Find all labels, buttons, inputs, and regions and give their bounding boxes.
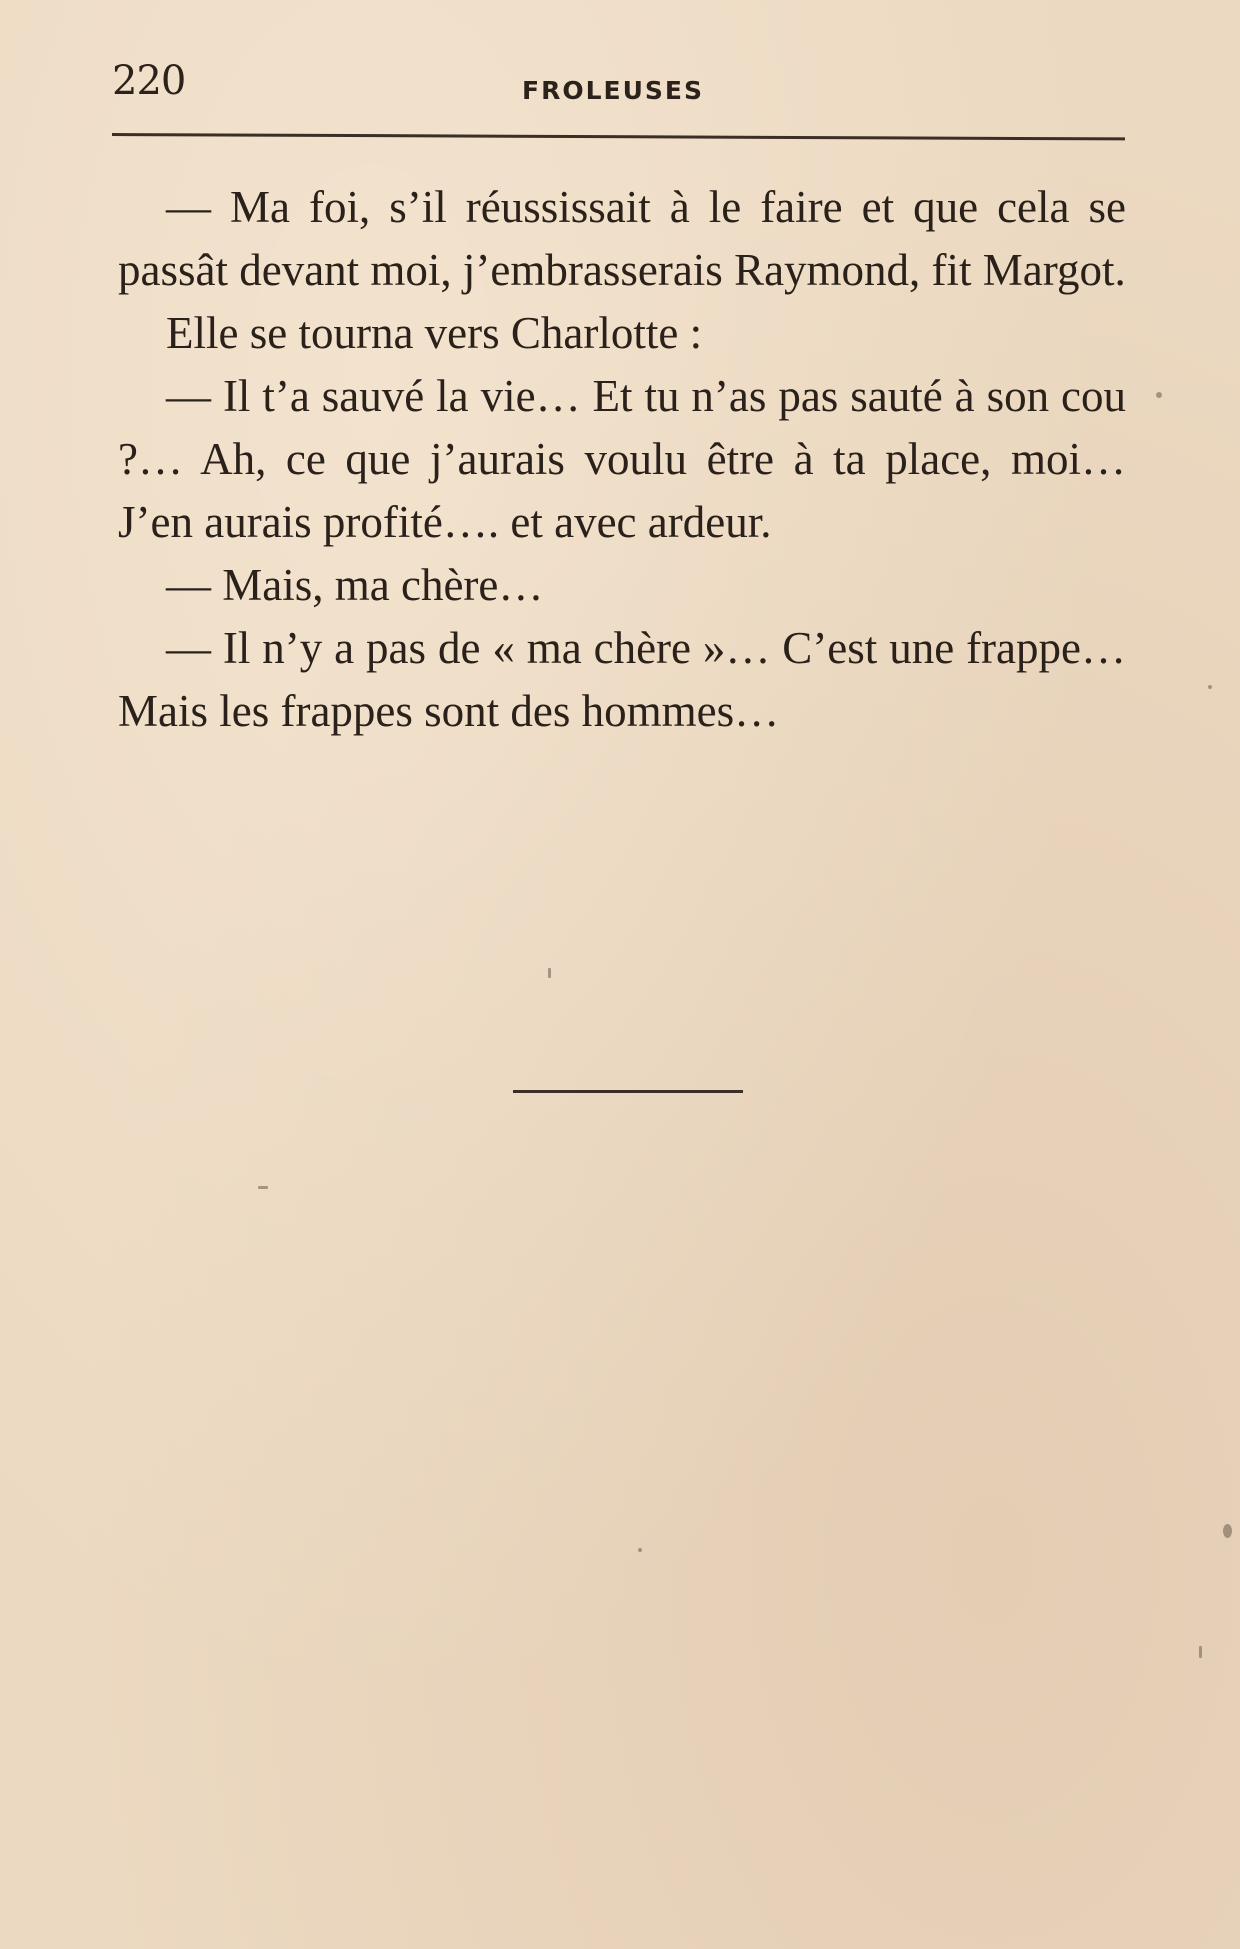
paragraph-1: — Ma foi, s’il réussissait à le faire et que cela se passât devant moi, j’embrasserais Raymond, fit Margot.	[118, 182, 1126, 295]
header-rule	[112, 133, 1125, 140]
paper-speck	[548, 968, 551, 978]
page-number: 220	[112, 58, 186, 104]
paper-speck	[1199, 1646, 1202, 1658]
paper-speck	[1208, 685, 1212, 689]
paper-speck	[638, 1548, 642, 1552]
end-of-chapter-rule	[513, 1090, 743, 1093]
paragraph-3: — Il t’a sauvé la vie… Et tu n’as pas sauté à son cou ?… Ah, ce que j’aurais voulu être à ta place, moi… J’en aurais profité…. et avec ardeur.	[118, 371, 1126, 547]
paragraph-5: — Il n’y a pas de « ma chère »… C’est une frappe… Mais les frappes sont des hommes…	[118, 623, 1126, 736]
paragraph-4: — Mais, ma chère…	[166, 560, 544, 610]
paper-speck	[1223, 1524, 1232, 1538]
running-head	[112, 50, 1124, 110]
running-title: FROLEUSES	[522, 76, 704, 105]
body-text	[118, 176, 1126, 743]
paper-speck	[1156, 392, 1162, 398]
paragraph-2: Elle se tourna vers Charlotte :	[166, 308, 703, 358]
paper-speck	[258, 1186, 268, 1189]
